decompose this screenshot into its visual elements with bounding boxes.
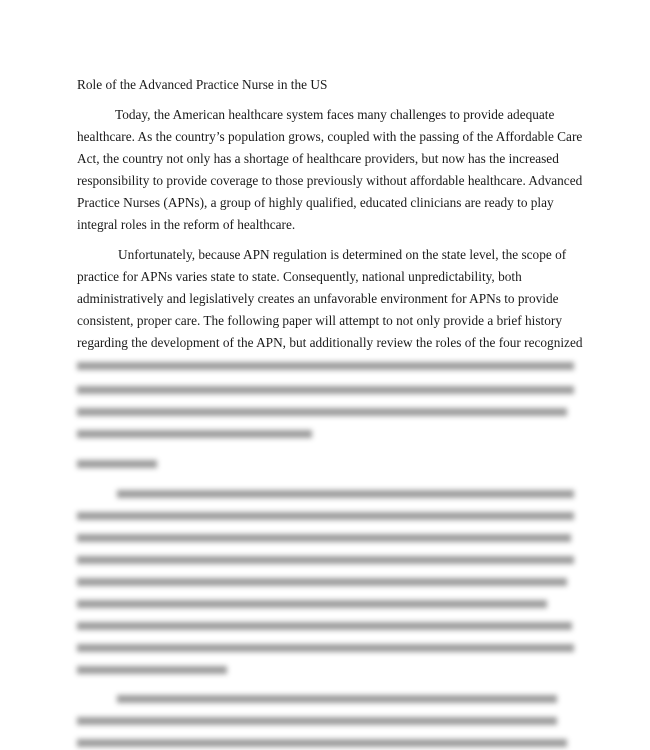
blurred-line <box>77 362 574 370</box>
blurred-line <box>77 512 574 520</box>
blurred-line <box>77 408 567 416</box>
blurred-line <box>77 666 227 674</box>
paragraph-line: Unfortunately, because APN regulation is determined on the state level, the scope of <box>118 247 567 262</box>
paragraph-line: consistent, proper care. The following paper will attempt to not only provide a brief history <box>77 313 562 328</box>
paragraph-line: administratively and legislatively creates an unfavorable environment for APNs to provide <box>77 291 559 306</box>
paragraph-line: responsibility to provide coverage to those previously without affordable healthcare. Advanced <box>77 173 583 188</box>
blurred-line <box>117 695 557 703</box>
blurred-line <box>77 600 547 608</box>
blurred-line <box>77 739 567 747</box>
blurred-line <box>77 430 312 438</box>
paragraph-line: practice for APNs varies state to state. Consequently, national unpredictability, both <box>77 269 522 284</box>
blurred-line <box>117 490 574 498</box>
paragraph-line: integral roles in the reform of healthcare. <box>77 217 296 232</box>
paragraph-line: Today, the American healthcare system faces many challenges to provide adequate <box>115 107 555 122</box>
paragraph-line: healthcare. As the country’s population grows, coupled with the passing of the Affordable Care <box>77 129 583 144</box>
document-title: Role of the Advanced Practice Nurse in the US <box>77 77 328 92</box>
blurred-line <box>77 717 557 725</box>
blurred-line <box>77 644 574 652</box>
blurred-line <box>77 534 571 542</box>
blurred-line <box>77 386 574 394</box>
blurred-line <box>77 622 572 630</box>
blurred-line <box>77 556 574 564</box>
paragraph-line: Practice Nurses (APNs), a group of highly qualified, educated clinicians are ready to play <box>77 195 554 210</box>
blurred-line <box>77 578 567 586</box>
paragraph-line: Act, the country not only has a shortage of healthcare providers, but now has the increased <box>77 151 559 166</box>
paragraph-line: regarding the development of the APN, but additionally review the roles of the four recognized <box>77 335 583 350</box>
blurred-heading <box>77 460 157 468</box>
